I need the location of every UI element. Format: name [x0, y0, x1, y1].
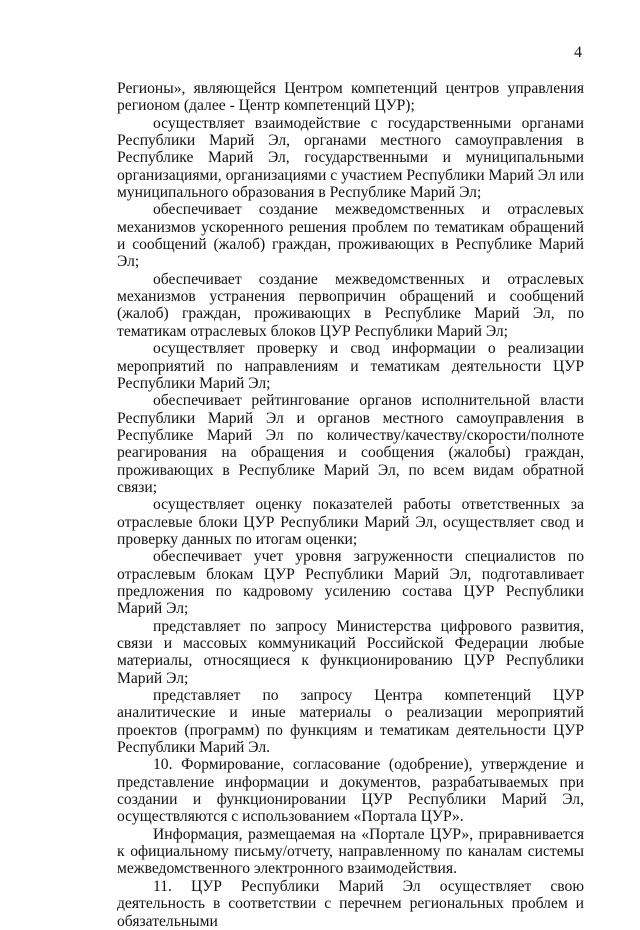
paragraph-12: Информация, размещаемая на «Портале ЦУР», приравнивается к официальному письму/отчету, направленному по каналам системы межведомственного электронного взаимодействия. — [117, 825, 584, 878]
document-body — [117, 80, 584, 930]
paragraph-13: 11. ЦУР Республики Марий Эл осуществляет свою деятельность в соответствии с перечнем региональных проблем и обязательными — [117, 877, 584, 930]
paragraph-10: представляет по запросу Центра компетенций ЦУР аналитические и иные материалы о реализации мероприятий проектов (программ) по функциям и тематикам деятельности ЦУР Республики Марий Эл. — [117, 687, 584, 757]
paragraph-8: обеспечивает учет уровня загруженности специалистов по отраслевым блокам ЦУР Республики Марий Эл, подготавливает предложения по кадровому усилению состава ЦУР Республики Марий Эл; — [117, 548, 584, 618]
paragraph-1: Регионы», являющейся Центром компетенций центров управления регионом (далее - Центр компетенций ЦУР); — [117, 80, 584, 115]
paragraph-2: осуществляет взаимодействие с государственными органами Республики Марий Эл, органами местного самоуправления в Республике Марий Эл, государственными и муниципальными организациями, организациями с участием Республики Марий Эл или муниципального образования в Республике Марий Эл; — [117, 114, 584, 202]
paragraph-7: осуществляет оценку показателей работы ответственных за отраслевые блоки ЦУР Республики Марий Эл, осуществляет свод и проверку данных по итогам оценки; — [117, 496, 584, 548]
page-number: 4 — [574, 44, 582, 61]
paragraph-9: представляет по запросу Министерства цифрового развития, связи и массовых коммуникаций Российской Федерации любые материалы, относящиеся к функционированию ЦУР Республики Марий Эл; — [117, 617, 584, 687]
paragraph-6: обеспечивает рейтингование органов исполнительной власти Республики Марий Эл и органов местного самоуправления в Республике Марий Эл по количеству/качеству/скорости/полноте реагирования на обращения и сообщения (жалобы) граждан, проживающих в Республике Марий Эл, по всем видам обратной связи; — [117, 392, 584, 496]
paragraph-11: 10. Формирование, согласование (одобрение), утверждение и представление информации и документов, разрабатываемых при создании и функционировании ЦУР Республики Марий Эл, осуществляются с использованием «Портала ЦУР». — [117, 756, 584, 826]
paragraph-4: обеспечивает создание межведомственных и отраслевых механизмов устранения первопричин обращений и сообщений (жалоб) граждан, проживающих в Республике Марий Эл, по тематикам отраслевых блоков ЦУР Республики Марий Эл; — [117, 270, 584, 340]
paragraph-3: обеспечивает создание межведомственных и отраслевых механизмов ускоренного решения проблем по тематикам обращений и сообщений (жалоб) граждан, проживающих в Республике Марий Эл; — [117, 201, 584, 271]
paragraph-5: осуществляет проверку и свод информации о реализации мероприятий по направлениям и тематикам деятельности ЦУР Республики Марий Эл; — [117, 340, 584, 392]
